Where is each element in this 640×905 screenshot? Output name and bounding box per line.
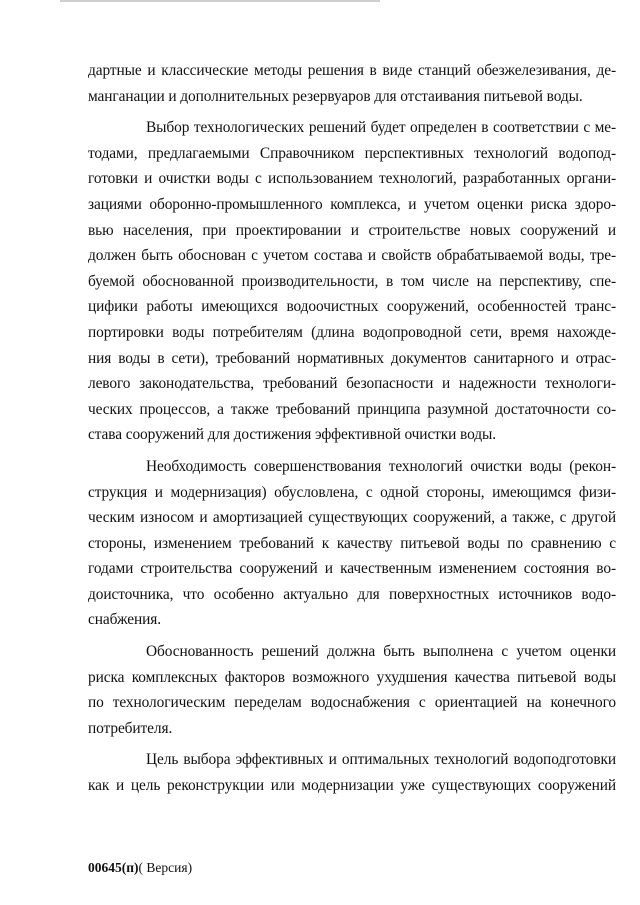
text-line: должен быть обоснован с учетом состава и свойств обрабатываемой воды, тре- [88, 247, 616, 265]
text-line: стороны, изменением требований к качеству питьевой воды по сравнению с [88, 534, 616, 552]
text-line: годами строительства сооружений и качественным изменением состояния во- [88, 560, 616, 578]
text-line: дартные и классические методы решения в виде станций обезжелезивания, де- [88, 62, 616, 79]
text-line: тодами, предлагаемыми Справочником перспективных технологий водопод- [88, 144, 616, 162]
text-line: Выбор технологических решений будет определен в соответствии с ме- [146, 119, 616, 137]
text-line: става сооружений для достижения эффективной очистки воды. [88, 426, 496, 444]
document-page [88, 58, 616, 799]
text-line: вью населения, при проектировании и строительстве новых сооружений и [88, 221, 616, 239]
text-line: цифики работы имеющихся водоочистных сооружений, особенностей транс- [88, 298, 616, 316]
text-line: левого законодательства, требований безопасности и надежности технологи- [88, 375, 616, 393]
text-line: манганации и дополнительных резервуаров для отстаивания питьевой воды. [88, 87, 583, 105]
text-line: Обоснованность решений должна быть выполнена с учетом оценки [146, 643, 616, 661]
paragraph-4 [88, 639, 616, 741]
document-version: ( Версия) [138, 860, 193, 875]
text-line: зациями оборонно-промышленного комплекса, и учетом оценки риска здоро- [88, 195, 616, 213]
text-line: буемой обоснованной производительности, в том числе на перспективу, спе- [88, 272, 616, 290]
text-line: готовки и очистки воды с использованием технологий, разработанных органи- [88, 170, 616, 188]
text-line: потребителя. [88, 719, 173, 737]
scan-edge-line [60, 0, 380, 2]
text-line: риска комплексных факторов возможного ухудшения качества питьевой воды [88, 668, 616, 686]
page-footer [88, 860, 192, 876]
text-line: как и цель реконструкции или модернизации уже существующих сооружений [88, 777, 616, 795]
text-line: по технологическим переделам водоснабжения с ориентацией на конечного [88, 694, 616, 712]
text-line: ческим износом и амортизацией существующих сооружений, а также, с другой [88, 509, 616, 527]
text-line: Цель выбора эффективных и оптимальных технологий водоподготовки [146, 751, 616, 769]
paragraph-5 [88, 747, 616, 798]
text-line: струкция и модернизация) обусловлена, с одной стороны, имеющимся физи- [88, 483, 616, 501]
text-line: ния воды в сети), требований нормативных документов санитарного и отрас- [88, 349, 616, 367]
paragraph-3 [88, 454, 616, 633]
text-line: Необходимость совершенствования технологий очистки воды (рекон- [146, 457, 616, 475]
paragraph-2 [88, 115, 616, 448]
text-line: ческих процессов, а также требований принципа разумной достаточности со- [88, 400, 616, 418]
text-line: доисточника, что особенно актуально для поверхностных источников водо- [88, 585, 616, 603]
text-line: снабжения. [88, 611, 162, 629]
text-line: портировки воды потребителям (длина водопроводной сети, время нахожде- [88, 323, 616, 341]
document-code: 00645(п) [88, 860, 139, 875]
paragraph-1 [88, 58, 616, 109]
